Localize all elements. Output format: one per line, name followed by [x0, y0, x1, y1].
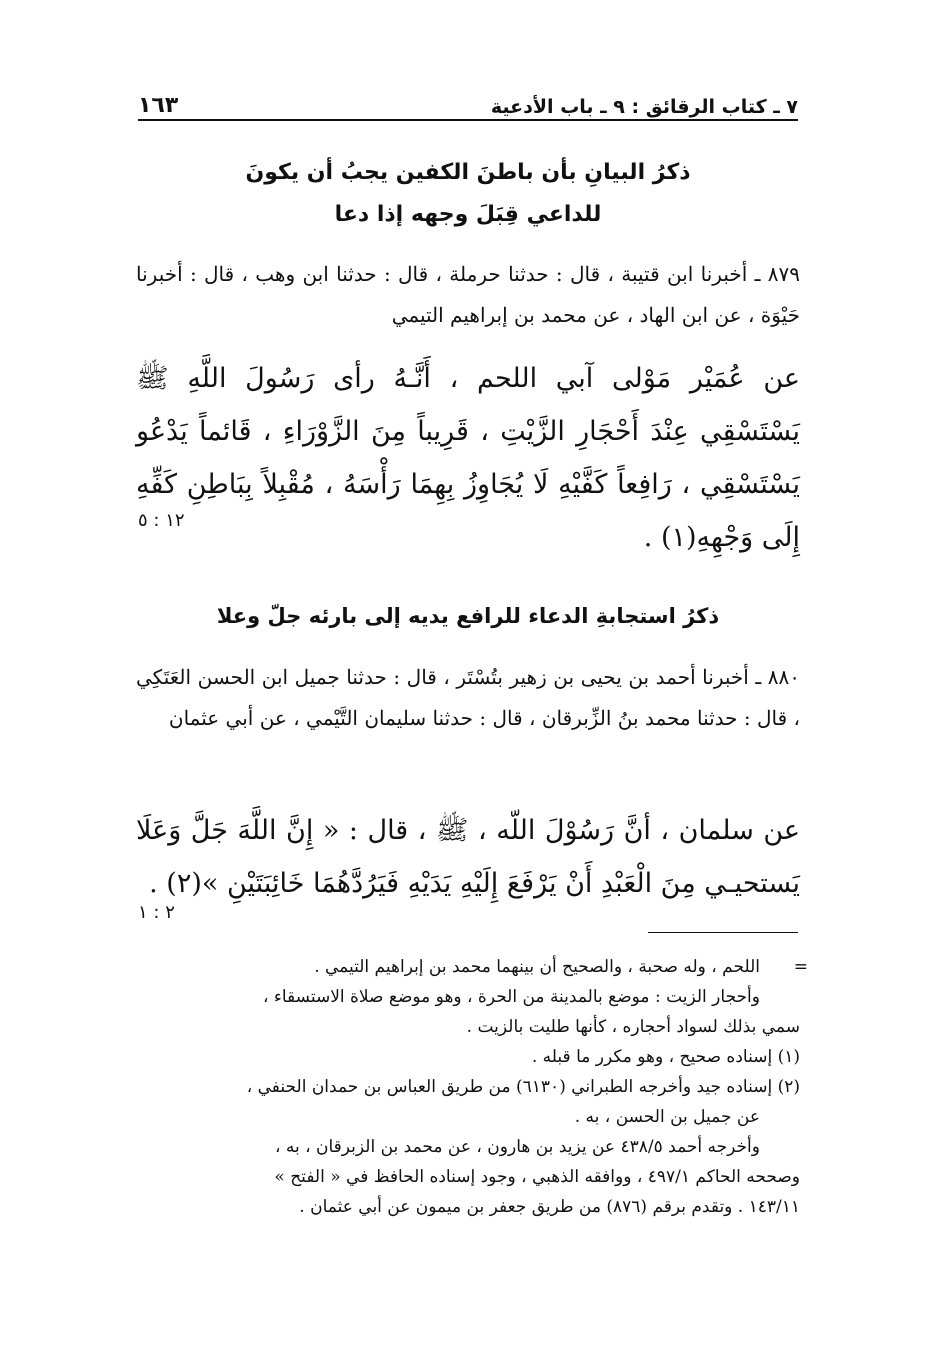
footnote-line: سمي بذلك لسواد أحجاره ، كأنها طليت بالزيت . — [466, 1017, 800, 1037]
footnote-line: (٢) إسناده جيد وأخرجه الطبراني (٦١٣٠) من طريق العباس بن حمدان الحنفي ، — [246, 1077, 800, 1097]
section-heading-879 — [138, 152, 798, 236]
footnote-line: عن جميل بن الحسن ، به . — [574, 1107, 760, 1127]
reference-880: ٢ : ١ — [138, 902, 175, 923]
isnad-879: ٨٧٩ ـ أخبرنا ابن قتيبة ، قال : حدثنا حرملة ، قال : حدثنا ابن وهب ، قال : أخبرنا حَيْوَة ، عن ابن الهاد ، عن محمد بن إبراهيم التيمي — [136, 262, 800, 327]
page-number: ١٦٣ — [138, 93, 179, 118]
footnote-line: (١) إسناده صحيح ، وهو مكرر ما قبله . — [531, 1047, 800, 1067]
continuation-marker: = — [793, 957, 808, 977]
footnote-line: وصححه الحاكم ٤٩٧/١ ، ووافقه الذهبي ، وجود إسناده الحافظ في « الفتح » — [274, 1167, 800, 1187]
section-heading-880: ذكرُ استجابةِ الدعاء للرافع يديه إلى بارئه جلّ وعلا — [216, 604, 720, 628]
running-title: ٧ ـ كتاب الرقائق : ٩ ـ باب الأدعية — [490, 96, 798, 118]
heading-line-2: للداعي قِبَلَ وجهه إذا دعا — [334, 202, 602, 227]
isnad-880: ٨٨٠ ـ أخبرنا أحمد بن يحيى بن زهير بتُسْتَر ، قال : حدثنا جميل ابن الحسن العَتَكِي ، قال : حدثنا محمد بنُ الزِّبرقان ، قال : حدثنا سليمان التَّيْمي ، عن أبي عثمان — [136, 665, 800, 730]
footnotes — [136, 952, 808, 1222]
footnote-line: ١٤٣/١١ . وتقدم برقم (٨٧٦) من طريق جعفر بن ميمون عن أبي عثمان . — [299, 1197, 800, 1217]
footnote-separator — [648, 932, 798, 933]
footnote-line: وأحجار الزيت : موضع بالمدينة من الحرة ، وهو موضع صلاة الاستسقاء ، — [262, 987, 760, 1007]
heading-line-1: ذكرُ البيانِ بأن باطنَ الكفين يجبُ أن يكونَ — [245, 160, 691, 185]
footnote-line: = اللحم ، وله صحبة ، والصحيح أن بينهما محمد بن إبراهيم التيمي . — [136, 952, 800, 982]
matn-879: عن عُمَيْر مَوْلى آبي اللحم ، أَنَّـهُ رأى رَسُولَ اللَّهِ ﷺ يَسْتَسْقِي عِنْدَ أَحْجَارِ الزَّيْتِ ، قَرِيباً مِنَ الزَّوْرَاءِ ، قَائماً يَدْعُو يَسْتَسْقِي ، رَافِعاً كَفَّيْهِ لَا يُجَاوِزُ بِهِمَا رَأْسَهُ ، مُقْبِلاً بِبَاطِنِ كَفِّهِ إِلَى وَجْهِهِ(١) . — [136, 363, 800, 553]
running-head — [138, 84, 798, 118]
footnote-line: وأخرجه أحمد ٤٣٨/٥ عن يزيد بن هارون ، عن محمد بن الزبرقان ، به ، — [274, 1137, 760, 1157]
header-rule — [138, 119, 798, 121]
matn-880: عن سلمان ، أنَّ رَسُوْلَ اللّه ، ﷺ ، قال : « إِنَّ اللَّهَ جَلَّ وَعَلَا يَستحيـي مِنَ الْعَبْدِ أَنْ يَرْفَعَ إِلَيْهِ يَدَيْهِ فَيَرُدَّهُمَا خَائِبَتَيْنِ »(٢) . — [136, 815, 800, 899]
reference-879: ١٢ : ٥ — [138, 510, 185, 531]
